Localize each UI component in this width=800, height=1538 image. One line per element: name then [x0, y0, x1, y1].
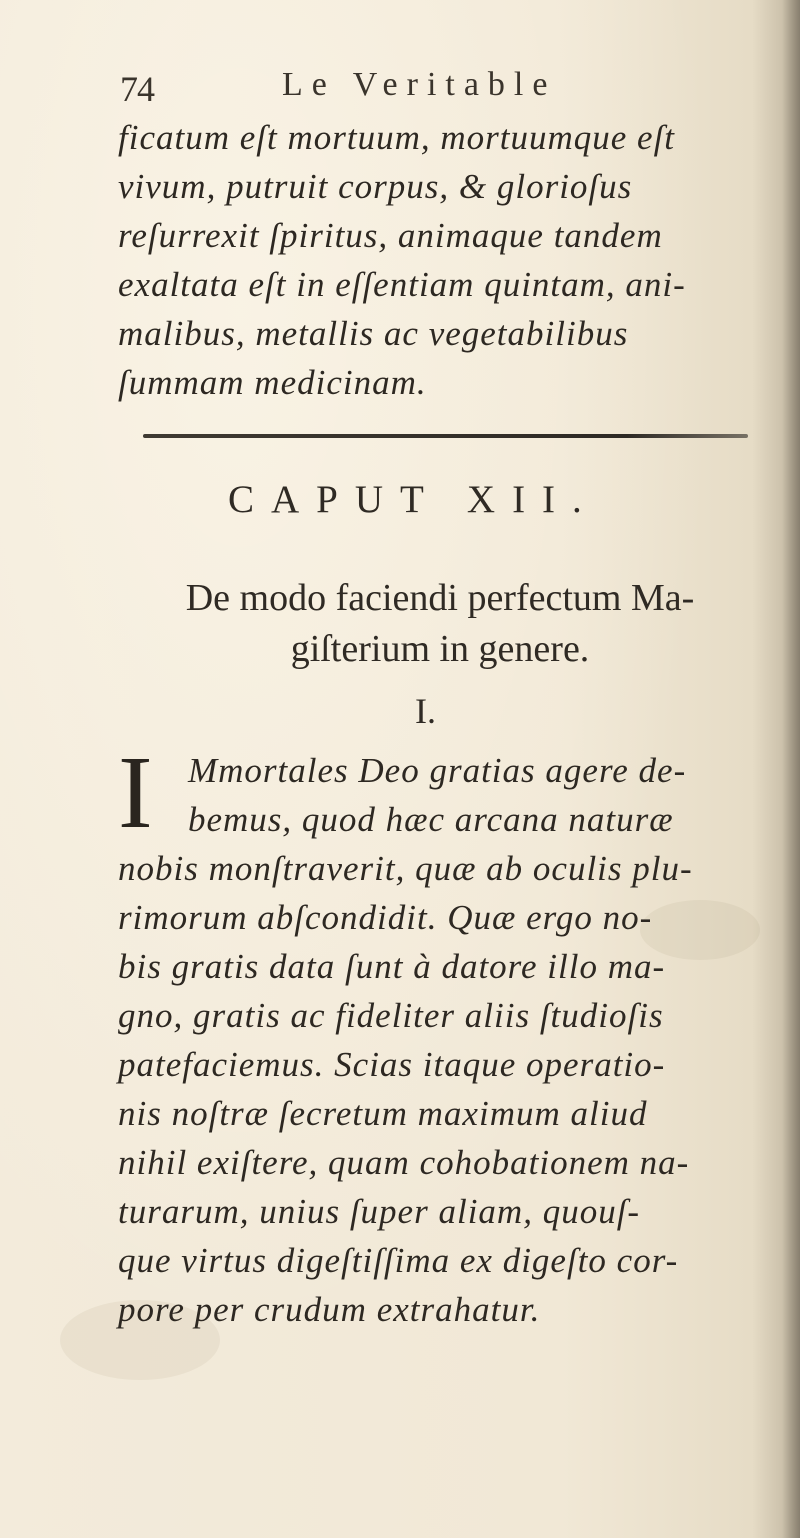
page-edge-shadow — [782, 0, 800, 1538]
section-numeral: I. — [415, 691, 436, 731]
text-line: que virtus digeſtiſſima ex digeſto cor- — [118, 1241, 679, 1280]
text-line: nihil exiſtere, quam cohobationem na- — [118, 1143, 690, 1182]
text-line: vivum, putruit corpus, & glorioſus — [118, 167, 633, 206]
subtitle-line: De modo faciendi perfectum Ma- — [185, 577, 695, 619]
paragraph-text — [118, 735, 748, 1334]
text-line: rimorum abſcondidit. Quæ ergo no- — [118, 898, 653, 937]
chapter-divider-rule — [143, 434, 748, 438]
text-line: turarum, unius ſuper aliam, quouſ- — [118, 1192, 641, 1231]
text-line: patefaciemus. Scias itaque operatio- — [118, 1045, 666, 1084]
text-line: nis noſtræ ſecretum maximum aliud — [118, 1094, 648, 1133]
drop-cap: I — [118, 735, 154, 850]
text-line: Mmortales Deo gratias agere de- — [188, 751, 687, 790]
text-line: reſurrexit ſpiritus, animaque tandem — [118, 216, 663, 255]
text-line: bis gratis data ſunt à datore illo ma- — [118, 947, 666, 986]
text-line: malibus, metallis ac vegetabilibus — [118, 314, 629, 353]
subtitle-line: giſterium in genere. — [290, 628, 590, 670]
text-line: exaltata eſt in eſſentiam quintam, ani- — [118, 265, 686, 304]
continuation-text — [118, 113, 748, 407]
page-number: 74 — [120, 69, 154, 109]
text-line: ficatum eſt mortuum, mortuumque eſt — [118, 118, 676, 157]
chapter-title: CAPUT XII. — [228, 478, 599, 521]
text-line: gno, gratis ac fideliter aliis ſtudioſis — [118, 996, 664, 1035]
text-line: pore per crudum extrahatur. — [118, 1290, 541, 1329]
chapter-subtitle — [120, 573, 760, 675]
running-head: Le Veritable — [282, 66, 557, 103]
text-line: bemus, quod hæc arcana naturæ — [188, 800, 674, 839]
page-header — [120, 62, 680, 110]
text-line: nobis monſtraverit, quæ ab oculis plu- — [118, 849, 693, 888]
text-line: ſummam medicinam. — [118, 363, 427, 402]
